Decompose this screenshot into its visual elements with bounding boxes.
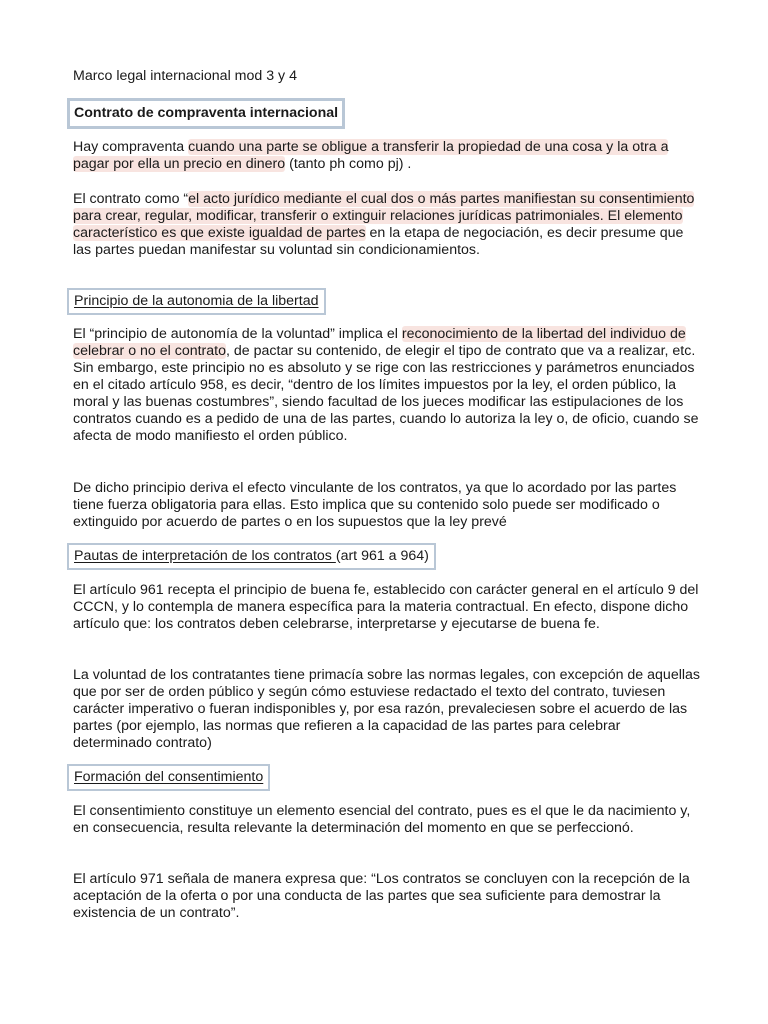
section-heading-autonomia <box>67 288 326 315</box>
section-heading-contrato <box>67 98 345 129</box>
text-span: (tanto ph como pj) . <box>285 156 412 172</box>
paragraph-articulo-971: El artículo 971 señala de manera expresa que: “Los contratos se concluyen con la recepción de la aceptación de la oferta o por una conducta de las partes que sea suficiente para demostrar la existencia de un contrato”. <box>73 871 690 921</box>
document-title: Marco legal internacional mod 3 y 4 <box>73 68 297 84</box>
paragraph-buena-fe: El artículo 961 recepta el principio de buena fe, establecido con carácter general en el artículo 9 del CCCN, y lo contempla de manera específica para la materia contractual. En efecto, dispone dicho artículo que: los contratos deben celebrarse, interpretarse y ejecutarse de buena fe. <box>73 582 699 632</box>
section-heading-text: Contrato de compraventa internacional <box>74 105 339 121</box>
highlighted-text: cuando una parte se obligue a transferir la propiedad de una cosa y la otra a pagar por ella un precio en dinero <box>73 139 669 172</box>
text-span: , de pactar su contenido, de elegir el tipo de contrato que va a realizar, etc. Sin embargo, este principio no es absoluto y se rige con las restricciones y parámetros enunciados en el citado artículo 958, es decir, “dentro de los límites impuestos por la ley, el orden público, la moral y las buenas costumbres”, siendo facultad de los jueces modificar las estipulaciones de los contratos cuando es a pedido de una de las partes, cuando lo autoriza la ley o, de oficio, cuando se afecta de modo manifiesto el orden público. <box>73 343 699 444</box>
highlighted-text: el acto jurídico mediante el cual dos o más partes manifiestan su consentimiento para crear, regular, modificar, transferir o extinguir relaciones jurídicas patrimoniales. El elemento característico es que existe igualdad de partes <box>73 191 695 241</box>
text-span: Hay compraventa <box>73 139 189 155</box>
highlighted-text: reconocimiento de la libertad del individuo de celebrar o no el contrato <box>73 326 686 359</box>
paragraph-contrato <box>73 191 703 259</box>
section-heading-text: Formación del consentimiento <box>74 769 264 785</box>
section-heading-pautas <box>67 543 436 570</box>
section-heading-text: Principio de la autonomia de la libertad <box>74 293 319 309</box>
section-heading-formacion <box>67 764 270 791</box>
text-span: El contrato como “ <box>73 191 189 207</box>
paragraph-autonomia <box>73 326 703 445</box>
section-heading-suffix: (art 961 a 964) <box>335 548 429 564</box>
paragraph-voluntad: La voluntad de los contratantes tiene primacía sobre las normas legales, con excepción de aquellas que por ser de orden público y según cómo estuviese redactado el texto del contrato, tuviesen carácter imperativo o fueran indisponibles y, por esa razón, prevaleciesen sobre el acuerdo de las partes (por ejemplo, las normas que refieren a la capacidad de las partes para celebrar determinado contrato) <box>73 667 700 751</box>
paragraph-consentimiento: El consentimiento constituye un elemento esencial del contrato, pues es el que le da nacimiento y, en consecuencia, resulta relevante la determinación del momento en que se perfeccionó. <box>73 803 691 836</box>
paragraph-compraventa <box>73 139 703 173</box>
section-heading-text: Pautas de interpretación de los contratos <box>74 548 336 564</box>
paragraph-efecto-vinculante: De dicho principio deriva el efecto vinculante de los contratos, ya que lo acordado por las partes tiene fuerza obligatoria para ellas. Esto implica que su contenido solo puede ser modificado o extinguido por acuerdo de partes o en los supuestos que la ley prevé <box>73 480 677 530</box>
text-span: en la etapa de negociación, es decir presume que las partes puedan manifestar su voluntad sin condicionamientos. <box>73 225 684 258</box>
text-span: El “principio de autonomía de la voluntad” implica el <box>73 326 402 342</box>
